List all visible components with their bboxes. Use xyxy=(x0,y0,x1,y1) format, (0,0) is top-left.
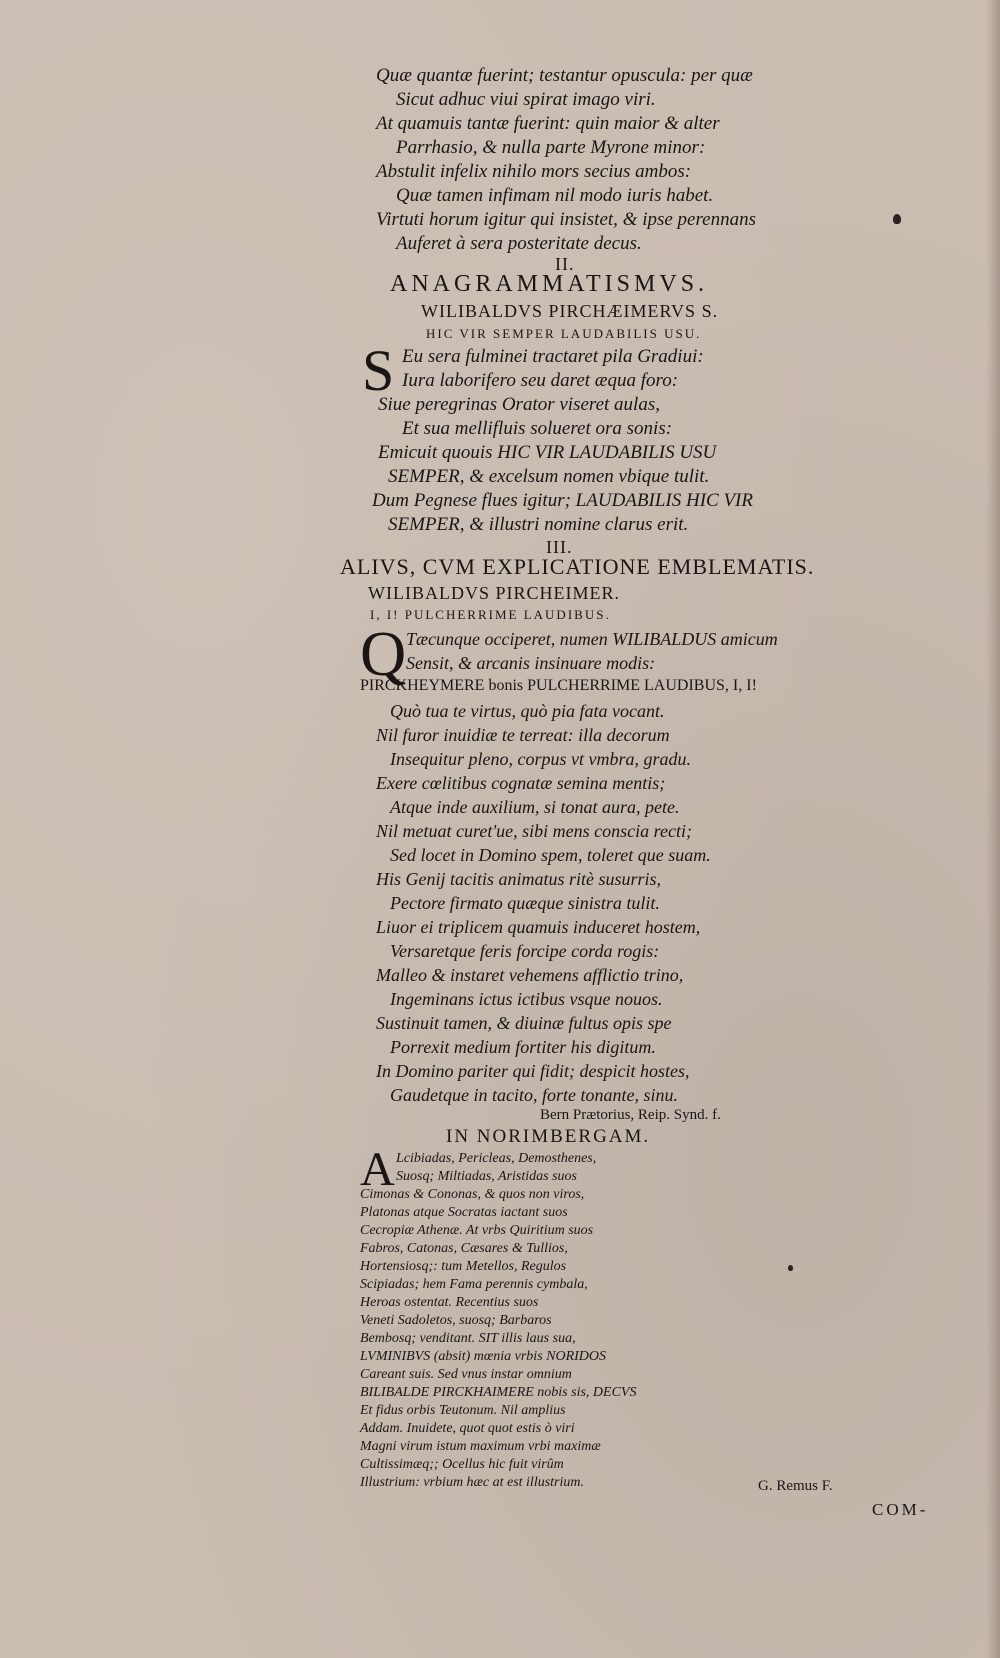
verse-line: Magni virum istum maximum vrbi maximæ xyxy=(360,1439,601,1454)
verse-line: Sustinuit tamen, & diuinæ fultus opis spe xyxy=(376,1013,672,1033)
verse-line: Malleo & instaret vehemens afflictio trino, xyxy=(376,965,684,985)
verse-line: Illustrium: vrbium hæc at est illustrium. xyxy=(360,1475,584,1490)
ink-speck xyxy=(893,214,901,224)
verse-line: Tæcunque occiperet, numen WILIBALDUS amicum xyxy=(406,629,778,649)
verse-line: PIRCKHEYMERE bonis PULCHERRIME LAUDIBUS, I, I! xyxy=(360,677,757,694)
verse-line: Cimonas & Cononas, & quos non viros, xyxy=(360,1187,585,1202)
verse-line: Exere cœlitibus cognatæ semina mentis; xyxy=(376,773,666,793)
verse-line: Quæ quantæ fuerint; testantur opuscula: per quæ xyxy=(376,65,753,86)
verse-line: Gaudetque in tacito, forte tonante, sinu. xyxy=(390,1085,678,1105)
author-signature: Bern Prætorius, Reip. Synd. f. xyxy=(540,1107,721,1123)
section-heading: ANAGRAMMATISMVS. xyxy=(390,271,709,297)
verse-line: Lcibiadas, Pericleas, Demosthenes, xyxy=(396,1151,597,1166)
section-numeral: II. xyxy=(555,254,575,274)
verse-line: BILIBALDE PIRCKHAIMERE nobis sis, DECVS xyxy=(360,1385,637,1400)
verse-line: Quæ tamen infimam nil modo iuris habet. xyxy=(396,185,714,206)
verse-line: Auferet à sera posteritate decus. xyxy=(396,233,642,254)
verse-line: SEMPER, & excelsum nomen vbique tulit. xyxy=(388,466,710,487)
verse-line: SEMPER, & illustri nomine clarus erit. xyxy=(388,514,689,535)
verse-line: Ingeminans ictus ictibus vsque nouos. xyxy=(390,989,663,1009)
drop-cap: A xyxy=(360,1143,395,1196)
drop-cap: S xyxy=(362,338,395,403)
verse-line: Iura laborifero seu daret æqua foro: xyxy=(402,370,679,391)
verse-line: Veneti Sadoletos, suosq; Barbaros xyxy=(360,1313,552,1328)
verse-line: Fabros, Catonas, Cæsares & Tullios, xyxy=(360,1241,568,1256)
verse-line: In Domino pariter qui fidit; despicit hostes, xyxy=(376,1061,690,1081)
verse-line: Careant suis. Sed vnus instar omnium xyxy=(360,1367,572,1382)
verse-line: Versaretque feris forcipe corda rogis: xyxy=(390,941,660,961)
verse-line: Et sua mellifluis solueret ora sonis: xyxy=(402,418,673,439)
verse-line: Liuor ei triplicem quamuis induceret hostem, xyxy=(376,917,701,937)
verse-line: Pectore firmato quæque sinistra tulit. xyxy=(390,893,660,913)
verse-line: Porrexit medium fortiter his digitum. xyxy=(390,1037,656,1057)
section-heading: ALIVS, CVM EXPLICATIONE EMBLEMATIS. xyxy=(340,554,815,579)
verse-line: Dum Pegnese flues igitur; LAUDABILIS HIC VIR xyxy=(372,490,753,511)
subject-name: WILIBALDVS PIRCHEIMER. xyxy=(368,583,620,603)
verse-line: LVMINIBVS (absit) mœnia vrbis NORIDOS xyxy=(360,1349,607,1364)
verse-line: Parrhasio, & nulla parte Myrone minor: xyxy=(396,137,706,158)
verse-line: Addam. Inuidete, quot quot estis ò viri xyxy=(360,1421,575,1436)
verse-line: Et fidus orbis Teutonum. Nil amplius xyxy=(360,1403,566,1418)
verse-line: Insequitur pleno, corpus vt vmbra, gradu. xyxy=(390,749,691,769)
verse-line: Emicuit quouis HIC VIR LAUDABILIS USU xyxy=(378,442,717,463)
verse-line: Cecropiæ Athenæ. At vrbs Quiritium suos xyxy=(360,1223,594,1238)
section-numeral: III. xyxy=(546,537,573,557)
verse-line: At quamuis tantæ fuerint: quin maior & alter xyxy=(376,113,720,134)
verse-line: Virtuti horum igitur qui insistet, & ipse perennans xyxy=(376,209,756,230)
drop-cap: Q xyxy=(360,618,407,689)
verse-line: Atque inde auxilium, si tonat aura, pete. xyxy=(390,797,680,817)
ink-speck xyxy=(788,1265,793,1271)
author-signature: G. Remus F. xyxy=(758,1478,833,1494)
verse-line: Eu sera fulminei tractaret pila Gradiui: xyxy=(402,346,704,367)
verse-line: Cultissimæq;; Ocellus hic fuit virûm xyxy=(360,1457,564,1472)
catchword: COM- xyxy=(872,1500,929,1519)
verse-line: Suosq; Miltiadas, Aristidas suos xyxy=(396,1169,577,1184)
verse-line: Nil metuat curet'ue, sibi mens conscia recti; xyxy=(376,821,692,841)
verse-line: Quò tua te virtus, quò pia fata vocant. xyxy=(390,701,665,721)
verse-line: Heroas ostentat. Recentius suos xyxy=(360,1295,539,1310)
verse-line: Sicut adhuc viui spirat imago viri. xyxy=(396,89,656,110)
anagram-text: HIC VIR SEMPER LAUDABILIS USU. xyxy=(426,326,702,341)
verse-line: Scipiadas; hem Fama perennis cymbala, xyxy=(360,1277,588,1292)
section-heading: IN NORIMBERGAM. xyxy=(446,1126,651,1147)
verse-line: Sensit, & arcanis insinuare modis: xyxy=(406,653,656,673)
verse-line: Sed locet in Domino spem, toleret que suam. xyxy=(390,845,711,865)
verse-line: Hortensiosq;: tum Metellos, Regulos xyxy=(360,1259,567,1274)
subject-name: WILIBALDVS PIRCHÆIMERVS S. xyxy=(421,301,719,321)
verse-line: Nil furor inuidiæ te terreat: illa decorum xyxy=(376,725,670,745)
verse-line: Platonas atque Socratas iactant suos xyxy=(360,1205,568,1220)
anagram-text: I, I! PULCHERRIME LAUDIBUS. xyxy=(370,607,611,622)
verse-line: Bembosq; venditant. SIT illis laus sua, xyxy=(360,1331,576,1346)
verse-line: Abstulit infelix nihilo mors secius ambos: xyxy=(376,161,692,182)
verse-line: His Genij tacitis animatus ritè susurris, xyxy=(376,869,662,889)
verse-line: Siue peregrinas Orator viseret aulas, xyxy=(378,394,660,415)
